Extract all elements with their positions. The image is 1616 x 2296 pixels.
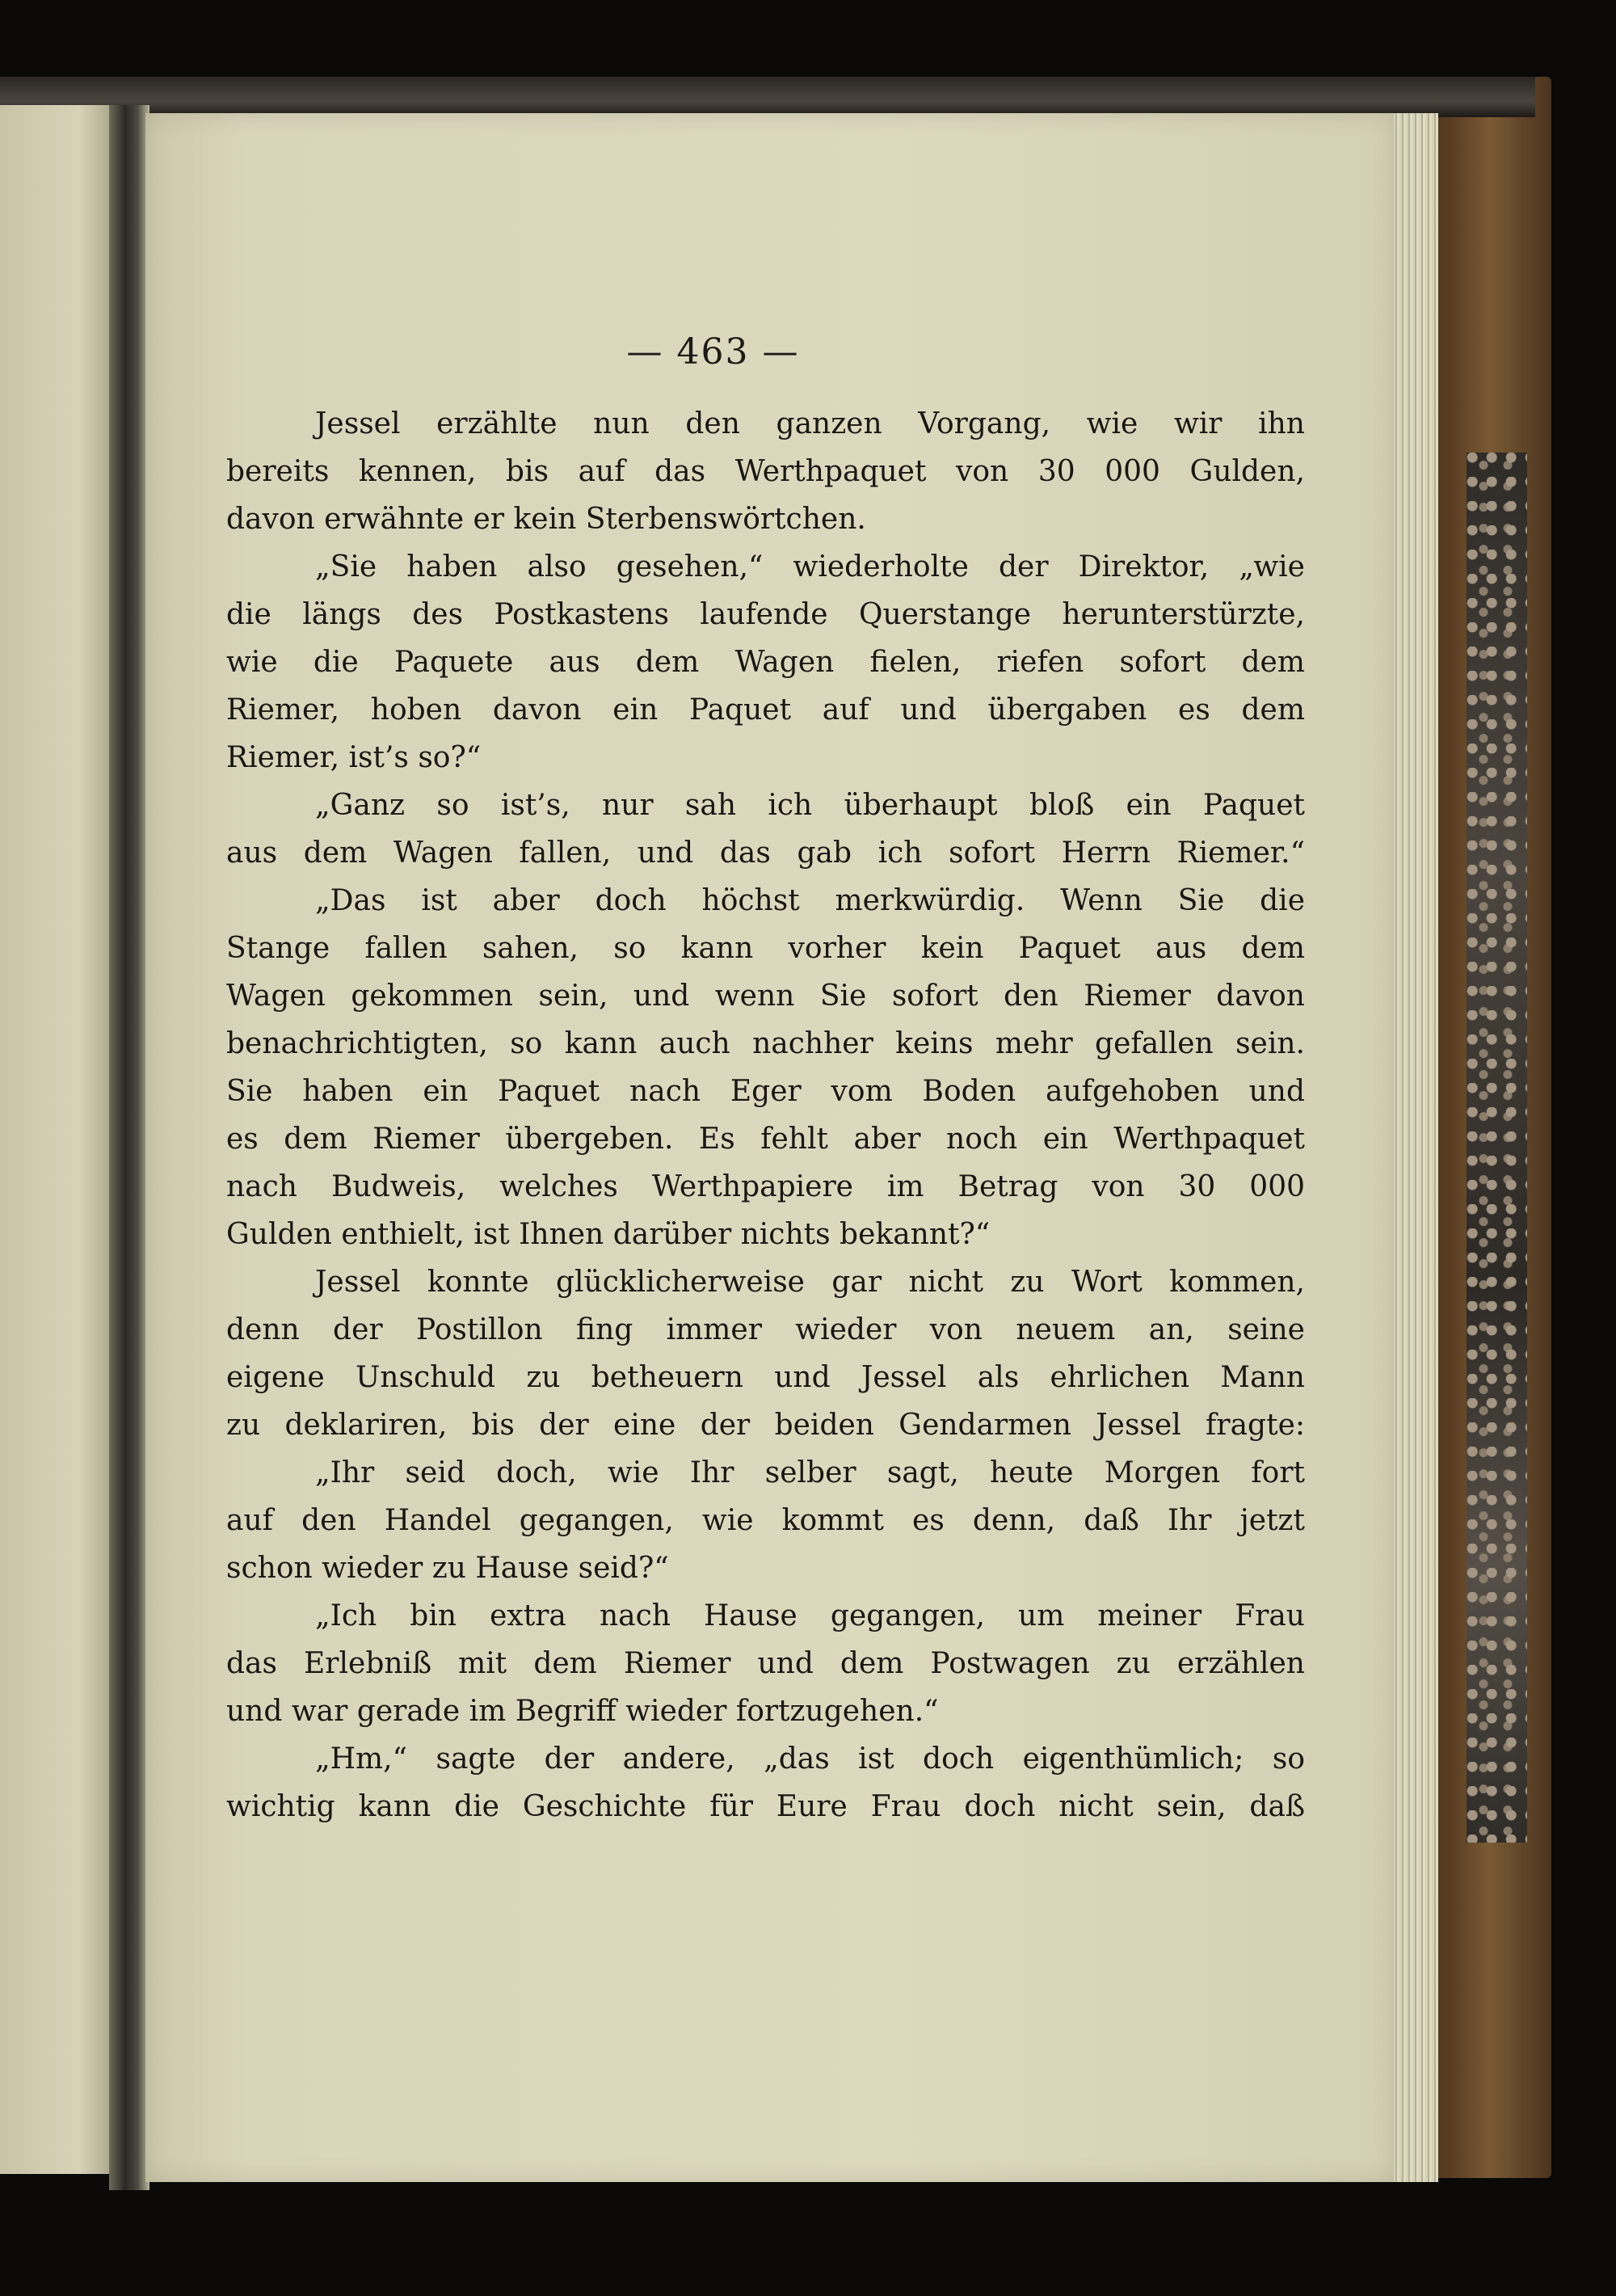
page-text	[226, 400, 1305, 1830]
text-line: davon erwähnte er kein Sterbenswörtchen.	[226, 503, 866, 536]
text-line: denn der Postillon fing immer wieder von neuem an, seine	[226, 1313, 1305, 1346]
facing-page-edge	[0, 105, 113, 2174]
text-line: Jessel konnte glücklicherweise gar nicht zu Wort kommen,	[315, 1266, 1305, 1299]
text-line: „Sie haben also gesehen,“ wiederholte der Direktor, „wie	[315, 550, 1305, 583]
text-line: „Ihr seid doch, wie Ihr selber sagt, heute Morgen fort	[315, 1456, 1305, 1489]
text-line: schon wieder zu Hause seid?“	[226, 1552, 669, 1585]
text-line: und war gerade im Begriff wieder fortzugehen.“	[226, 1695, 939, 1728]
text-line: „Ich bin extra nach Hause gegangen, um meiner Frau	[315, 1599, 1305, 1632]
book-page	[145, 113, 1394, 2182]
page-number: — 463 —	[626, 331, 800, 373]
text-line: Jessel erzählte nun den ganzen Vorgang, wie wir ihn	[315, 407, 1305, 440]
text-line: nach Budweis, welches Werthpapiere im Betrag von 30 000	[226, 1170, 1305, 1203]
text-line: Gulden enthielt, ist Ihnen darüber nichts bekannt?“	[226, 1218, 991, 1251]
text-line: Stange fallen sahen, so kann vorher kein Paquet aus dem	[226, 932, 1305, 965]
book-top-edge	[0, 77, 1535, 117]
text-line: wie die Paquete aus dem Wagen fielen, riefen sofort dem	[226, 646, 1305, 679]
text-line: auf den Handel gegangen, wie kommt es denn, daß Ihr jetzt	[226, 1504, 1305, 1537]
text-line: eigene Unschuld zu betheuern und Jessel als ehrlichen Mann	[226, 1361, 1305, 1394]
text-line: es dem Riemer übergeben. Es fehlt aber noch ein Werthpaquet	[226, 1123, 1305, 1156]
text-line: das Erlebniß mit dem Riemer und dem Postwagen zu erzählen	[226, 1647, 1305, 1680]
book-gutter	[109, 105, 149, 2190]
text-line: Riemer, ist’s so?“	[226, 741, 482, 774]
text-line: Sie haben ein Paquet nach Eger vom Boden aufgehoben und	[226, 1075, 1305, 1108]
text-line: wichtig kann die Geschichte für Eure Frau doch nicht sein, daß	[226, 1790, 1305, 1823]
text-line: „Hm,“ sagte der andere, „das ist doch eigenthümlich; so	[315, 1742, 1305, 1776]
text-line: Riemer, hoben davon ein Paquet auf und übergaben es dem	[226, 693, 1305, 727]
text-line: aus dem Wagen fallen, und das gab ich sofort Herrn Riemer.“	[226, 836, 1305, 870]
text-line: benachrichtigten, so kann auch nachher keins mehr gefallen sein.	[226, 1027, 1305, 1060]
text-line: zu deklariren, bis der eine der beiden Gendarmen Jessel fragte:	[226, 1409, 1305, 1442]
text-line: die längs des Postkastens laufende Querstange herunterstürzte,	[226, 598, 1305, 631]
text-line: bereits kennen, bis auf das Werthpaquet von 30 000 Gulden,	[226, 455, 1305, 488]
text-line: Wagen gekommen sein, und wenn Sie sofort den Riemer davon	[226, 979, 1305, 1013]
text-line: „Das ist aber doch höchst merkwürdig. Wenn Sie die	[315, 884, 1305, 917]
cover-marbling	[1467, 453, 1527, 1843]
text-line: „Ganz so ist’s, nur sah ich überhaupt bloß ein Paquet	[315, 789, 1305, 822]
